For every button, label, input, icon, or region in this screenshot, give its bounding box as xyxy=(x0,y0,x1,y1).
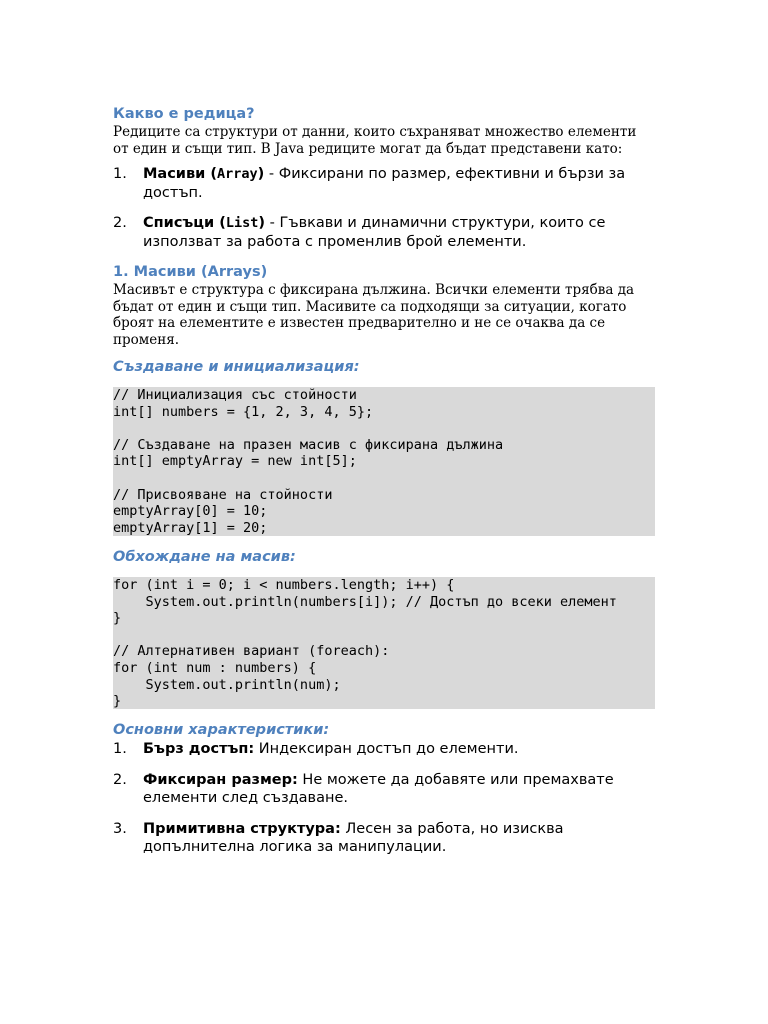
intro-paragraph: Редиците са структури от данни, които съхраняват множество елементи от един и същи тип. В Java редиците могат да бъдат представени като: xyxy=(113,124,637,157)
list-item-term: Примитивна структура: xyxy=(143,820,341,837)
sequence-types-list xyxy=(113,165,655,251)
list-item-description: - Фиксирани по размер, ефективни и бързи за достъп. xyxy=(143,166,626,201)
list-item-term: Бърз достъп: xyxy=(143,741,255,757)
arrays-paragraph: Масивът е структура с фиксирана дължина. Всички елементи трябва да бъдат от един и същи тип. Масивите са подходящи за ситуации, когато броят на елементите е известен предварително и не се очаква да се променя. xyxy=(113,282,635,348)
list-number: 1. xyxy=(113,741,127,757)
list-item-description: - Гъвкави и динамични структури, които се използват за работа с променлив брой елементи. xyxy=(143,215,606,250)
heading-what-is-sequence: Какво е редица? xyxy=(113,106,255,122)
list-number: 3. xyxy=(113,820,127,837)
list-item-description: Индексиран достъп до елементи. xyxy=(254,741,519,757)
list-number: 1. xyxy=(113,166,127,182)
features-list xyxy=(113,740,655,857)
list-item-primitive xyxy=(113,820,655,857)
list-item-fixed-size xyxy=(113,771,655,808)
code-block-traverse: for (int i = 0; i < numbers.length; i++) { System.out.println(numbers[i]); // Достъп до всеки елемент } // Алтернативен вариант (foreach): for (int num : numbers) { System.out.println(num); } xyxy=(113,577,655,709)
document-page xyxy=(113,104,655,857)
list-number: 2. xyxy=(113,215,127,231)
heading-create-init: Създаване и инициализация: xyxy=(113,359,360,375)
list-number: 2. xyxy=(113,771,127,788)
list-item-term: Фиксиран размер: xyxy=(143,771,298,788)
heading-arrays: 1. Масиви (Arrays) xyxy=(113,264,268,280)
list-item-lists xyxy=(113,214,655,251)
list-item-description: Не можете да добавяте или премахвате елементи след създаване. xyxy=(143,771,614,806)
heading-traverse: Обхождане на масив: xyxy=(113,549,296,565)
list-item-fast-access xyxy=(113,740,655,759)
list-item-description: Лесен за работа, но изисква допълнителна логика за манипулации. xyxy=(143,820,564,855)
heading-features: Основни характеристики: xyxy=(113,722,330,738)
list-item-arrays xyxy=(113,165,655,202)
code-block-create: // Инициализация със стойности int[] numbers = {1, 2, 3, 4, 5}; // Създаване на празен масив с фиксирана дължина int[] emptyArray = new int[5]; // Присвояване на стойности emptyArray[0] = 10; emptyArray[1] = 20; xyxy=(113,387,655,536)
list-item-term: Списъци (List) xyxy=(143,215,266,231)
list-item-term: Масиви (Array) xyxy=(143,166,265,182)
